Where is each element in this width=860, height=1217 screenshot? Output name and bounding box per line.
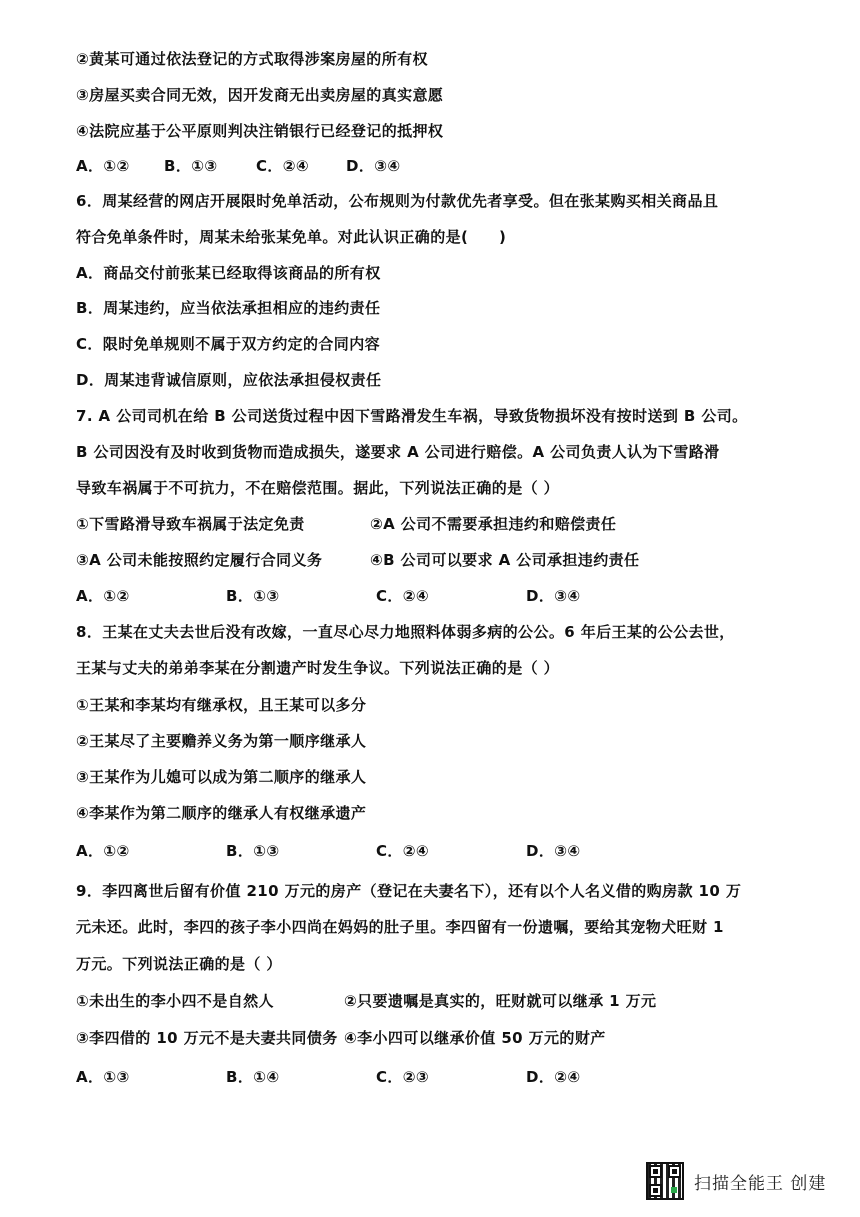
q8-option-b: B．①③	[226, 842, 280, 860]
q9-options	[76, 1066, 596, 1086]
q7-stem-line-2: B 公司因没有及时收到货物而造成损失，遂要求 A 公司进行赔偿。A 公司负责人认为下雪路滑	[76, 443, 720, 461]
q8-options	[76, 840, 596, 860]
q9-option-c: C．②③	[376, 1068, 430, 1086]
q5-option-d: D．③④	[346, 157, 401, 175]
scanner-watermark	[646, 1163, 826, 1199]
q7-stem-line-3: 导致车祸属于不可抗力，不在赔偿范围。据此，下列说法正确的是（ ）	[76, 479, 560, 497]
q5-options	[76, 155, 476, 175]
q8-stem-line-1: 8．王某在丈夫去世后没有改嫁，一直尽心尽力地照料体弱多病的公公。6 年后王某的公公去世，	[76, 623, 735, 641]
q7-item-3: ③A 公司未能按照约定履行合同义务	[76, 551, 323, 569]
q7-option-b: B．①③	[226, 587, 280, 605]
q5-item-2: ②黄某可通过依法登记的方式取得涉案房屋的所有权	[76, 50, 428, 68]
q9-item-2: ②只要遗嘱是真实的，旺财就可以继承 1 万元	[344, 992, 657, 1010]
q9-option-b: B．①④	[226, 1068, 280, 1086]
q5-item-3: ③房屋买卖合同无效，因开发商无出卖房屋的真实意愿	[76, 86, 444, 104]
q7-items-row-2	[76, 549, 676, 569]
q8-item-1: ①王某和李某均有继承权，且王某可以多分	[76, 696, 367, 714]
q7-item-1: ①下雪路滑导致车祸属于法定免责	[76, 515, 305, 533]
q9-items-row-2	[76, 1027, 716, 1047]
scanner-brand-label: 扫描全能王 创建	[694, 1173, 827, 1194]
q9-item-3: ③李四借的 10 万元不是夫妻共同债务	[76, 1029, 338, 1047]
q8-option-a: A．①②	[76, 842, 130, 860]
q9-items-row-1	[76, 990, 716, 1010]
q8-item-2: ②王某尽了主要赡养义务为第一顺序继承人	[76, 732, 367, 750]
q6-stem-line-1: 6．周某经营的网店开展限时免单活动，公布规则为付款优先者享受。但在张某购买相关商品且	[76, 192, 719, 210]
q6-choice-b: B．周某违约，应当依法承担相应的违约责任	[76, 299, 381, 317]
q5-option-c: C．②④	[256, 157, 310, 175]
qr-code-icon	[646, 1162, 684, 1200]
q7-options	[76, 585, 596, 605]
q9-stem-line-1: 9．李四离世后留有价值 210 万元的房产（登记在夫妻名下），还有以个人名义借的购房款 10 万	[76, 882, 742, 900]
q8-stem-line-2: 王某与丈夫的弟弟李某在分割遗产时发生争议。下列说法正确的是（ ）	[76, 659, 560, 677]
q9-stem-line-3: 万元。下列说法正确的是（ ）	[76, 955, 282, 973]
q6-choice-c: C．限时免单规则不属于双方约定的合同内容	[76, 335, 381, 353]
q5-option-b: B．①③	[164, 157, 218, 175]
q7-option-a: A．①②	[76, 587, 130, 605]
q7-option-c: C．②④	[376, 587, 430, 605]
q7-item-2: ②A 公司不需要承担违约和赔偿责任	[370, 515, 617, 533]
q8-item-4: ④李某作为第二顺序的继承人有权继承遗产	[76, 804, 367, 822]
q7-items-row-1	[76, 513, 676, 533]
q9-stem-line-2: 元未还。此时，李四的孩子李小四尚在妈妈的肚子里。李四留有一份遗嘱，要给其宠物犬旺财 1	[76, 918, 724, 936]
q5-option-a: A．①②	[76, 157, 130, 175]
q9-item-1: ①未出生的李小四不是自然人	[76, 992, 274, 1010]
q6-choice-a: A．商品交付前张某已经取得该商品的所有权	[76, 264, 381, 282]
q7-item-4: ④B 公司可以要求 A 公司承担违约责任	[370, 551, 640, 569]
q7-stem-line-1: 7. A 公司司机在给 B 公司送货过程中因下雪路滑发生车祸，导致货物损坏没有按时送到 B 公司。	[76, 407, 748, 425]
q8-option-d: D．③④	[526, 842, 581, 860]
q9-item-4: ④李小四可以继承价值 50 万元的财产	[344, 1029, 606, 1047]
q6-choice-d: D．周某违背诚信原则，应依法承担侵权责任	[76, 371, 382, 389]
q9-option-d: D．②④	[526, 1068, 581, 1086]
q9-option-a: A．①③	[76, 1068, 130, 1086]
q5-item-4: ④法院应基于公平原则判决注销银行已经登记的抵押权	[76, 122, 444, 140]
q8-item-3: ③王某作为儿媳可以成为第二顺序的继承人	[76, 768, 367, 786]
q6-stem-line-2: 符合免单条件时，周某未给张某免单。对此认识正确的是( )	[76, 228, 507, 246]
q8-option-c: C．②④	[376, 842, 430, 860]
q7-option-d: D．③④	[526, 587, 581, 605]
